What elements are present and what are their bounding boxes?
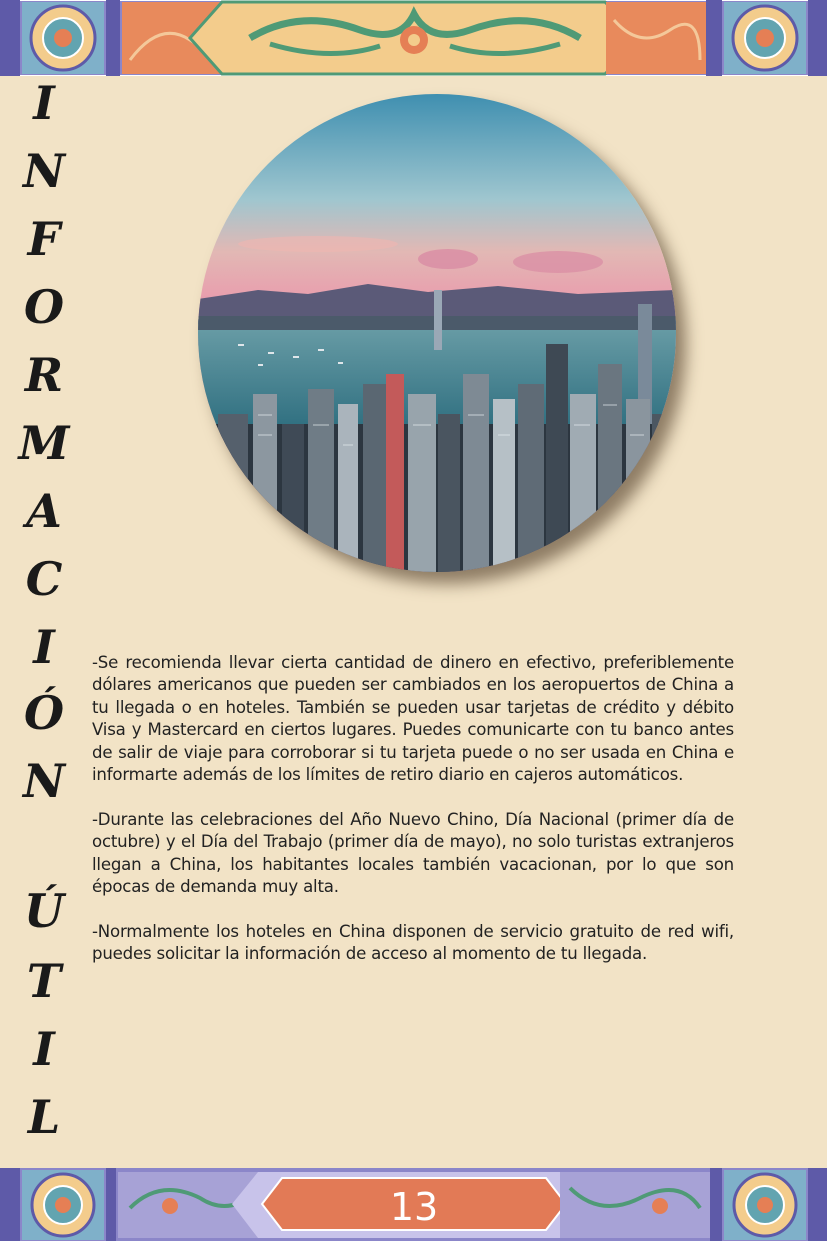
title-letter: Ó <box>23 686 65 740</box>
vertical-title <box>14 78 74 1158</box>
paragraph-cash-cards: -Se recomienda llevar cierta cantidad de dinero en efectivo, preferiblemente dólares americanos que pueden ser cambiados en los aeropuertos de China a tu llegada o en hoteles. También se pueden usar tarjetas de crédito y débito Visa y Mastercard en ciertos lugares. Puedes comunicarte con tu banco antes de salir de viaje para corroborar si tu tarjeta puede o no ser usada en China e informarte además de los límites de retiro diario en cajeros automáticos. <box>92 653 734 785</box>
title-letter: A <box>26 484 62 538</box>
page-number-label: 13 <box>389 1185 439 1229</box>
title-letter: I <box>33 1022 55 1076</box>
title-letter: N <box>22 144 66 198</box>
title-letter: L <box>27 1090 61 1144</box>
title-letter: R <box>24 348 64 402</box>
title-letter: O <box>23 280 65 334</box>
city-skyline-photo <box>198 94 676 572</box>
title-letter: F <box>27 212 61 266</box>
title-letter: Ú <box>23 884 65 938</box>
title-letter: M <box>18 416 70 470</box>
info-text <box>92 652 734 988</box>
top-ornamental-border <box>0 0 827 76</box>
title-letter: I <box>33 76 55 130</box>
paragraph-holidays: -Durante las celebraciones del Año Nuevo Chino, Día Nacional (primer día de octubre) y el Día del Trabajo (primer día de mayo), no solo turistas extranjeros llegan a China, los habitantes locales también vacacionan, por lo que son épocas de demanda muy alta. <box>92 809 734 897</box>
title-letter: T <box>26 954 62 1008</box>
title-letter: C <box>25 552 63 606</box>
paragraph-wifi: -Normalmente los hoteles en China disponen de servicio gratuito de red wifi, puedes solicitar la información de acceso al momento de tu llegada. <box>92 921 734 964</box>
title-letter: N <box>22 754 66 808</box>
title-letter: I <box>33 620 55 674</box>
